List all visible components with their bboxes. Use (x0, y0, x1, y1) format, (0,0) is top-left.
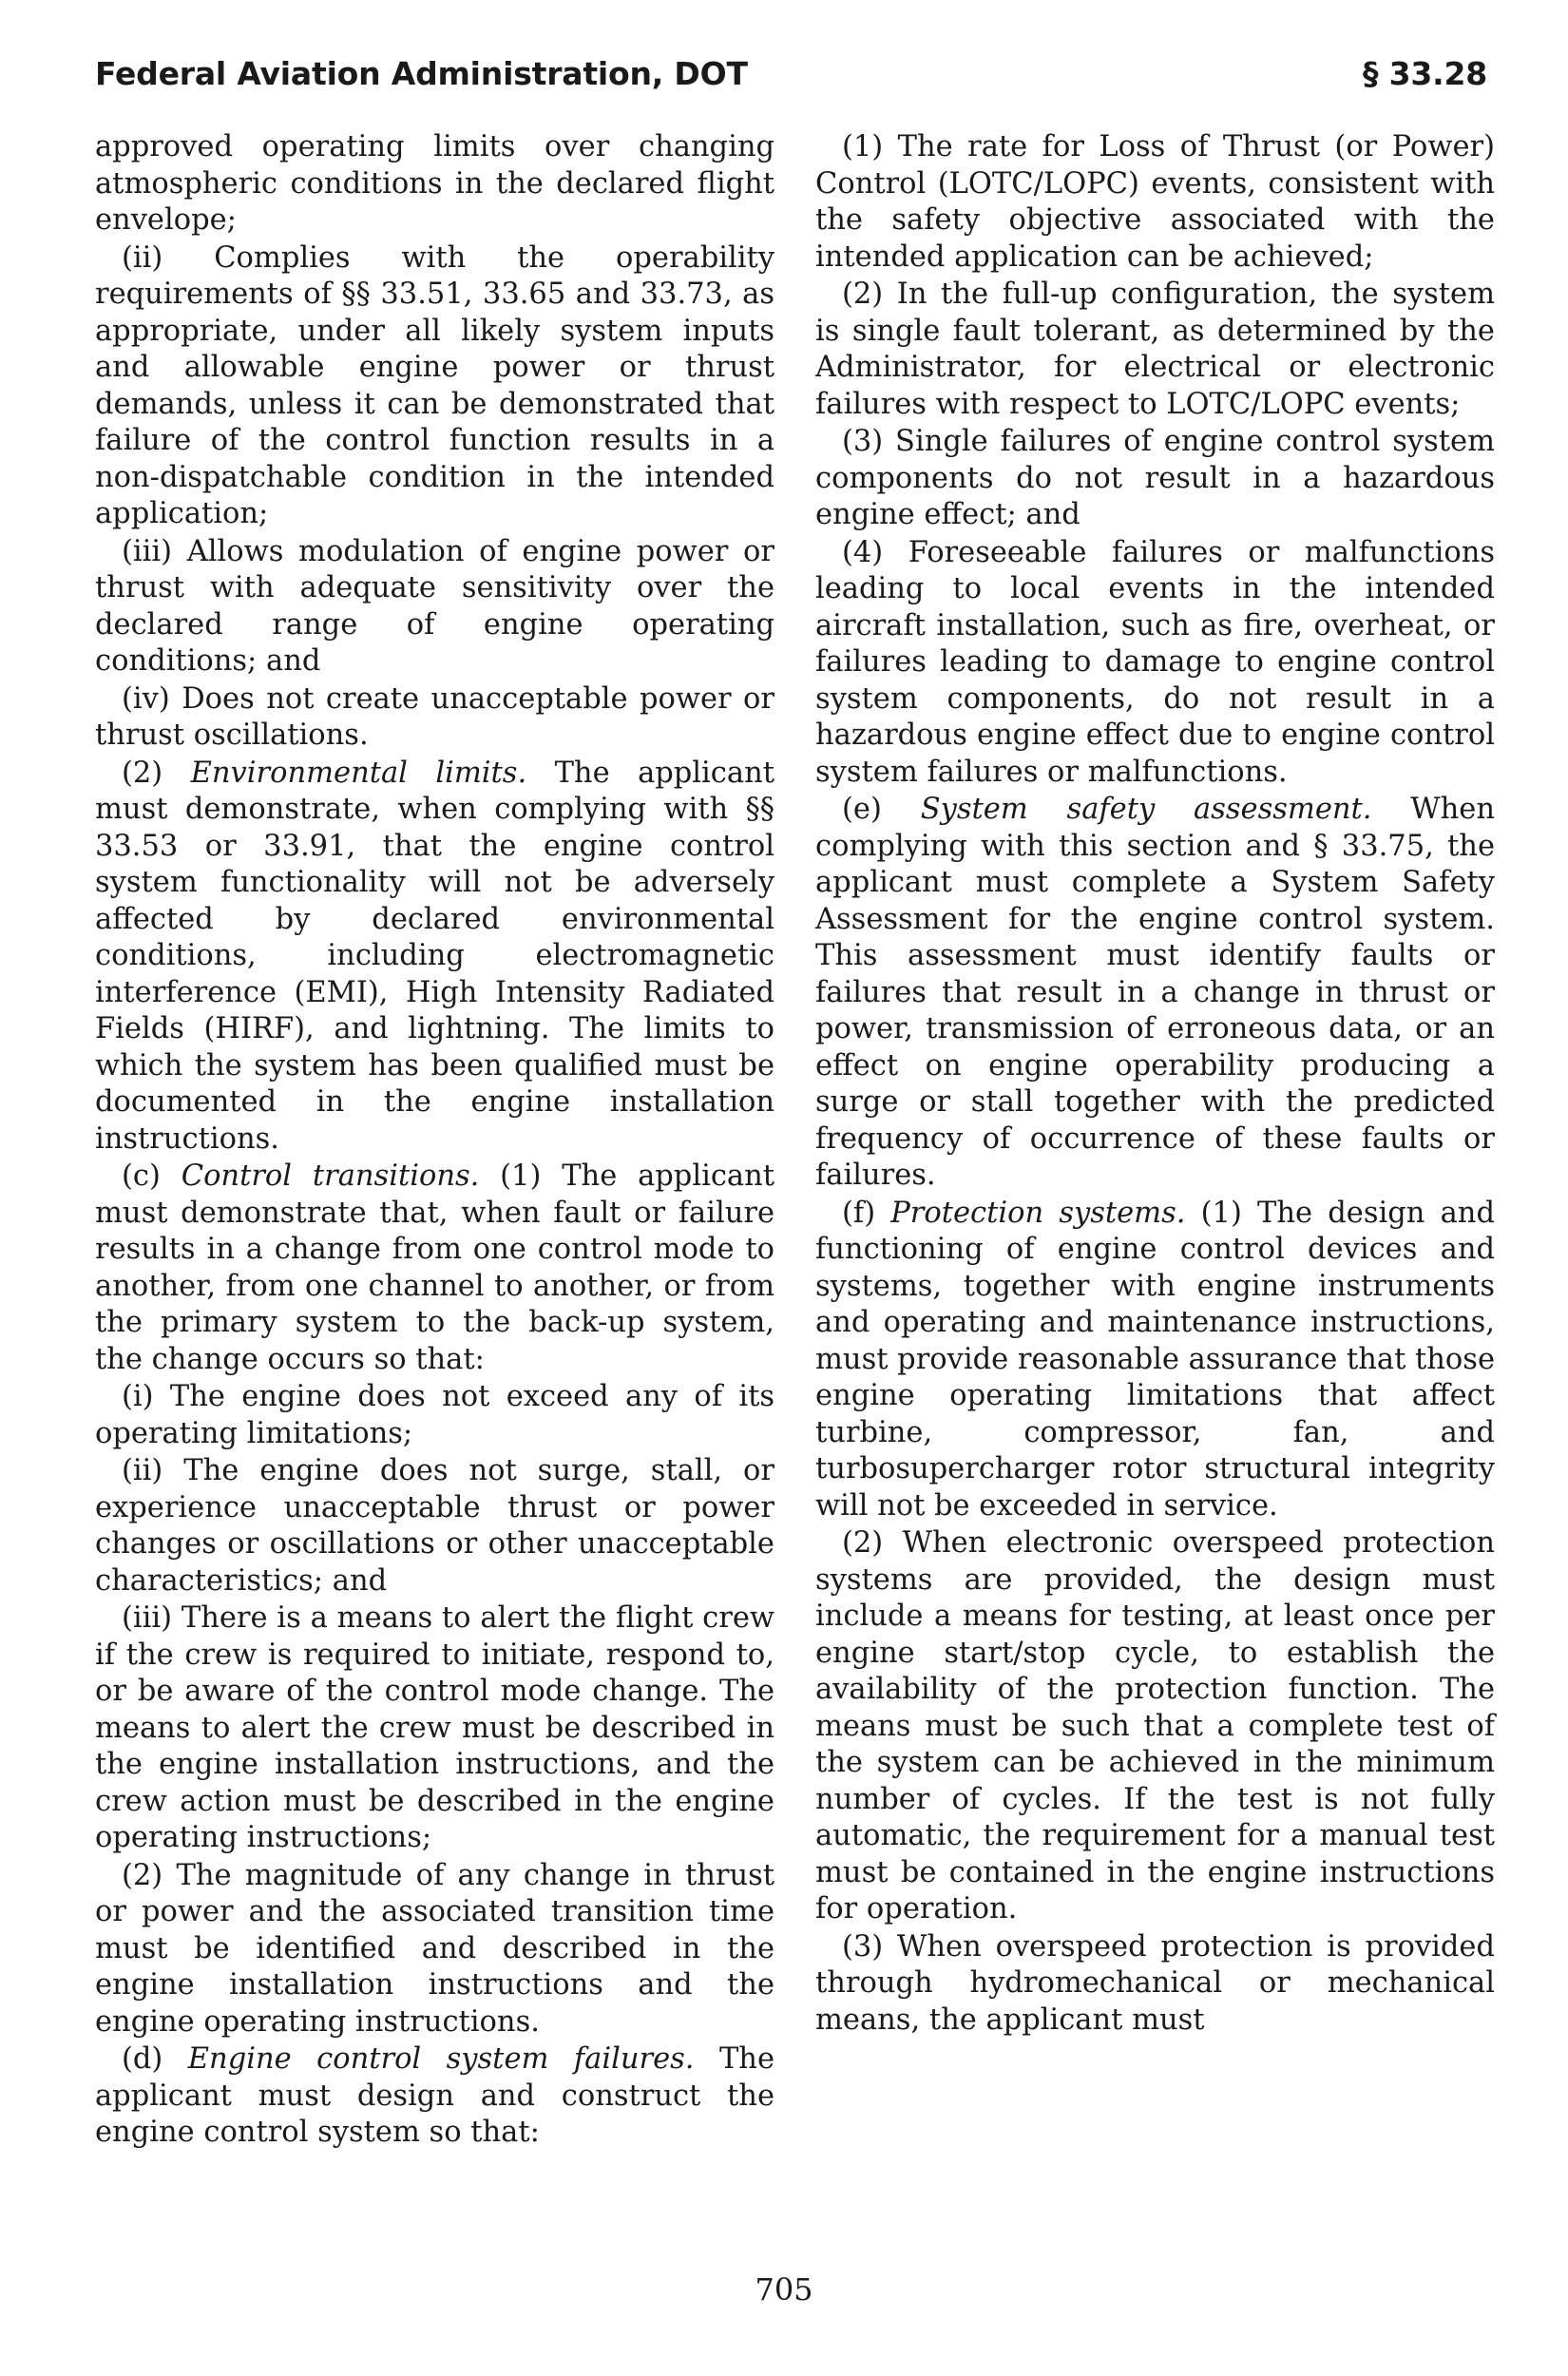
paragraph-text: (2) The magnitude of any change in thrust or power and the associated transition time must be identified and described in the engine installation instructions and the engine operating instructions. (95, 1858, 774, 2039)
right-column (815, 129, 1495, 2039)
left-column (95, 129, 774, 2152)
paragraph-text: (ii) Complies with the operability requirements of §§ 33.51, 33.65 and 33.73, as appropriate, under all likely system inputs and allowable engine power or thrust demands, unless it can be demonstrated that failure of the control function results in a non-dispatchable condition in the intended application; (95, 240, 774, 530)
paragraph-text: The applicant must design and construct the engine control system so that: (95, 2042, 774, 2149)
paragraph (95, 1159, 774, 1378)
paragraph-text: (4) Foreseeable failures or malfunctions leading to local events in the intended aircraft installation, such as fire, overheat, or failures leading to damage to engine control system components, do not result in a hazardous engine effect due to engine control system failures or malfunctions. (815, 535, 1495, 789)
paragraph-heading: Environmental limits. (190, 756, 527, 790)
paragraph (95, 1600, 774, 1857)
paragraph (815, 1525, 1495, 1928)
paragraph (95, 756, 774, 1159)
paragraph (95, 1858, 774, 2041)
paragraph (815, 1196, 1495, 1525)
paragraph (95, 129, 774, 240)
paragraph-heading: Control transitions. (181, 1159, 480, 1193)
paragraph (815, 129, 1495, 276)
paragraph (815, 535, 1495, 792)
paragraph (815, 1929, 1495, 2040)
paragraph-text: (2) When electronic overspeed protection systems are provided, the design must include a means for testing, at least once per engine start/stop cycle, to establish the availability of the protection function. The means must be such that a complete test of the system can be achieved in the minimum number of cycles. If the test is not fully automatic, the requirement for a manual test must be contained in the engine instructions for operation. (815, 1526, 1495, 1926)
paragraph (815, 792, 1495, 1195)
running-header (95, 55, 1487, 103)
paragraph (95, 1379, 774, 1452)
paragraph (95, 681, 774, 755)
paragraph (95, 1453, 774, 1600)
paragraph (815, 424, 1495, 534)
paragraph-text: (ii) The engine does not surge, stall, or experience unacceptable thrust or power changes or oscillations or other unacceptable characteristics; and (95, 1454, 774, 1598)
paragraph-text: approved operating limits over changing atmospheric conditions in the declared flight envelope; (95, 130, 774, 237)
paragraph (95, 240, 774, 533)
paragraph (95, 2041, 774, 2152)
section-number: § 33.28 (1363, 55, 1487, 92)
paragraph-text: (1) The rate for Loss of Thrust (or Power) Control (LOTC/LOPC) events, consistent with the safety objective associated with the intended application can be achieved; (815, 130, 1495, 274)
paragraph-lead: (e) (842, 793, 921, 826)
paragraph-text: When complying with this section and § 33.75, the applicant must complete a System Safety Assessment for the engine control system. This assessment must identify faults or failures that result in a change in thrust or power, transmission of erroneous data, or an effect on engine operability producing a surge or stall together with the predicted frequency of occurrence of these faults or failures. (815, 793, 1495, 1192)
paragraph-heading: System safety assessment. (920, 793, 1372, 826)
paragraph-text: (3) Single failures of engine control system components do not result in a hazardous engine effect; and (815, 425, 1495, 531)
paragraph-text: (3) When overspeed protection is provided through hydromechanical or mechanical means, the applicant must (815, 1929, 1495, 2037)
paragraph-text: The applicant must demonstrate, when complying with §§ 33.53 or 33.91, that the engine control system functionality will not be adversely affected by declared environmental conditions, including electromagnetic interference (EMI), High Intensity Radiated Fields (HIRF), and lightning. The limits to which the system has been qualified must be documented in the engine installation instructions. (95, 756, 774, 1156)
paragraph-text: (i) The engine does not exceed any of its operating limitations; (95, 1380, 774, 1450)
paragraph (95, 534, 774, 680)
paragraph-lead: (f) (842, 1196, 891, 1230)
paragraph-text: (1) The applicant must demonstrate that, when fault or failure results in a change from one control mode to another, from one channel to another, or from the primary system to the back-up system, the change occurs so that: (95, 1159, 774, 1376)
agency-title: Federal Aviation Administration, DOT (95, 55, 748, 92)
paragraph-heading: Engine control system failures. (187, 2042, 695, 2076)
paragraph-text: (2) In the full-up configuration, the system is single fault tolerant, as determined by the Administrator, for electrical or electronic failures with respect to LOTC/LOPC events; (815, 278, 1495, 421)
paragraph-text: (iii) There is a means to alert the flight crew if the crew is required to initiate, respond to, or be aware of the control mode change. The means to alert the crew must be described in the engine installation instructions, and the crew action must be described in the engine operating instructions; (95, 1601, 774, 1854)
page-number: 705 (755, 2271, 813, 2308)
paragraph-text: (1) The design and functioning of engine control devices and systems, together with engine instruments and operating and maintenance instructions, must provide reasonable assurance that those engine operating limitations that affect turbine, compressor, fan, and turbosupercharger rotor structural integrity will not be exceeded in service. (815, 1196, 1495, 1523)
paragraph-lead: (c) (122, 1159, 182, 1193)
paragraph-lead: (2) (122, 756, 191, 790)
paragraph-text: (iii) Allows modulation of engine power or thrust with adequate sensitivity over the declared range of engine operating conditions; and (95, 534, 774, 678)
paragraph (815, 277, 1495, 423)
paragraph-text: (iv) Does not create unacceptable power or thrust oscillations. (95, 681, 774, 752)
paragraph-heading: Protection systems. (890, 1196, 1186, 1230)
paragraph-lead: (d) (122, 2042, 188, 2076)
